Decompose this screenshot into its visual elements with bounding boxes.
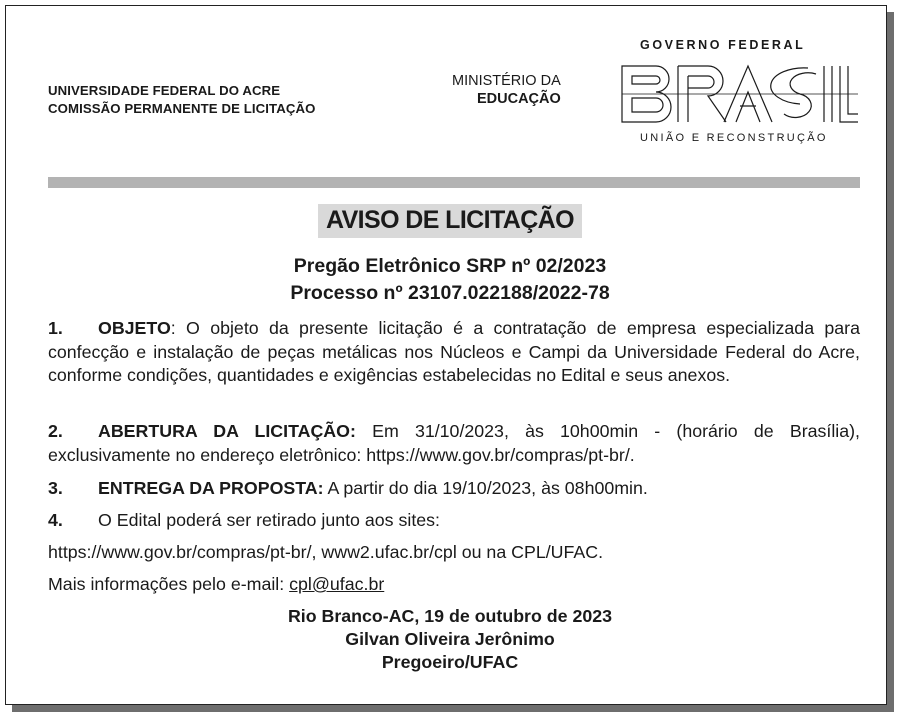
contact-email-link[interactable]: cpl@ufac.br — [289, 574, 385, 594]
brasil-logo — [620, 62, 860, 126]
auction-number: Pregão Eletrônico SRP nº 02/2023 — [293, 255, 607, 277]
ministry-block — [452, 72, 561, 108]
process-number: Processo nº 23107.022188/2022-78 — [290, 282, 610, 304]
ministry-label: MINISTÉRIO DA — [452, 73, 561, 89]
signer-role: Pregoeiro/UFAC — [381, 652, 519, 672]
title-wrap — [0, 204, 900, 238]
item-text: A partir do dia 19/10/2023, às 08h00min. — [323, 478, 648, 498]
item-label: ENTREGA DA PROPOSTA: — [98, 478, 324, 498]
item-edital — [48, 509, 860, 533]
commission-name: COMISSÃO PERMANENTE DE LICITAÇÃO — [48, 101, 316, 116]
place-date: Rio Branco-AC, 19 de outubro de 2023 — [287, 606, 613, 626]
government-label: GOVERNO FEDERAL — [640, 38, 806, 52]
item-opening — [48, 420, 860, 467]
item-label: OBJETO — [98, 318, 171, 338]
ministry-education: EDUCAÇÃO — [476, 91, 561, 107]
item-object — [48, 317, 860, 388]
item-number: 4. — [48, 510, 63, 530]
header-divider — [48, 177, 860, 188]
item-number: 1. — [48, 318, 63, 338]
government-slogan: UNIÃO E RECONSTRUÇÃO — [640, 132, 828, 144]
item-number: 2. — [48, 421, 63, 441]
contact-prefix: Mais informações pelo e-mail: — [48, 574, 290, 594]
item-text: O Edital poderá ser retirado junto aos sites: — [98, 510, 440, 530]
sites-line: https://www.gov.br/compras/pt-br/, www2.ufac.br/cpl ou na CPL/UFAC. — [48, 542, 604, 562]
contact-line — [48, 573, 860, 597]
notice-title: AVISO DE LICITAÇÃO — [318, 204, 582, 238]
signer-name: Gilvan Oliveira Jerônimo — [345, 629, 555, 649]
item-text: Em 31/10/2023, às 10h00min - (horário de Brasília), exclusivamente no endereço eletrônico: https://www.gov.br/compras/pt-br/. — [48, 421, 860, 465]
item-number: 3. — [48, 478, 63, 498]
item-text: : O objeto da presente licitação é a contratação de empresa especializada para confecção e instalação de peças metálicas nos Núcleos e Campi da Universidade Federal do Acre, conforme condições, quantidades e exigências estabelecidas no Edital e seus anexos. — [48, 318, 860, 385]
item-proposal — [48, 477, 860, 501]
institution-name: UNIVERSIDADE FEDERAL DO ACRE — [48, 83, 281, 98]
item-label: ABERTURA DA LICITAÇÃO: — [98, 421, 356, 441]
institution-block — [48, 82, 315, 118]
